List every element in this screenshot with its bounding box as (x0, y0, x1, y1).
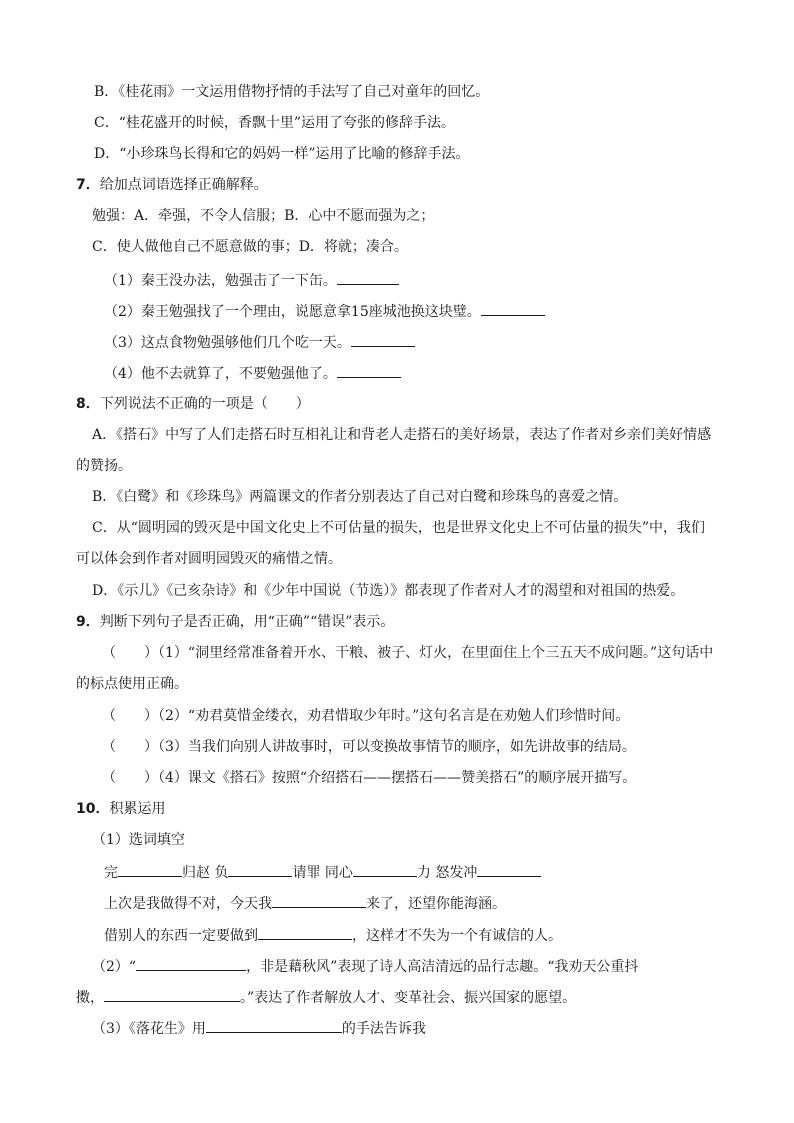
q10-sub-2-line1 (92, 956, 638, 976)
q7-item-1 (104, 270, 399, 290)
q9-item-1-line2: 的标点使用正确。 (76, 676, 188, 692)
q7-item-3-text: （3）这点食物勉强够他们几个吃一天。 (104, 335, 351, 351)
q8-option-b: B．《白鹭》和《珍珠鸟》两篇课文的作者分别表达了自己对白鹭和珍珠鸟的喜爱之情。 (92, 489, 628, 505)
q9-item-2: （ ）（2）“劝君莫惜金缕衣，劝君惜取少年时。”这句名言是在劝勉人们珍惜时间。 (102, 708, 630, 724)
q6-option-d: D．“小珍珠鸟长得和它的妈妈一样”运用了比喻的修辞手法。 (94, 146, 470, 162)
q8-option-d: D．《示儿》《己亥杂诗》和《少年中国说（节选）》都表现了作者对人才的渴望和对祖国的热爱。 (92, 583, 685, 599)
q6-option-b: B．《桂花雨》一文运用借物抒情的手法写了自己对童年的回忆。 (94, 84, 490, 100)
q8-option-c-line2: 可以体会到作者对圆明园毁灭的痛惜之情。 (76, 551, 342, 567)
q10-sub-2-before: （2）“ (92, 959, 137, 975)
word-bank-blank-4[interactable] (477, 862, 541, 877)
q10-sentence-1-blank[interactable] (272, 893, 366, 908)
q7-item-3 (104, 332, 415, 352)
q8-number: 8． (76, 396, 100, 412)
q7-item-4 (104, 363, 401, 383)
q10-word-bank (104, 862, 541, 882)
q10-sub-2-line2 (76, 987, 576, 1007)
q10-sentence-1 (104, 893, 506, 913)
word-bank-item-3: 请罪 同心 (292, 865, 353, 881)
q10-sub-2-line2-before: 擞， (76, 990, 104, 1006)
q10-sub-2-mid: ，非是藉秋风”表现了诗人高洁清远的品行志趣。“我劝天公重抖 (246, 959, 639, 975)
q7-item-1-answer-blank[interactable] (337, 270, 399, 285)
q9-stem: 判断下列句子是否正确，用“正确”“错误”表示。 (99, 614, 395, 630)
q8-stem: 下列说法不正确的一项是（ ） (99, 396, 310, 412)
q10-sentence-1-before: 上次是我做得不对，今天我 (104, 896, 272, 912)
q7-item-2-text: （2）秦王勉强找了一个理由，说愿意拿15座城池换这块璧。 (104, 304, 481, 320)
q7-number: 7． (76, 177, 100, 193)
q10-sub-3-blank[interactable] (206, 1018, 342, 1033)
q10-stem: 积累运用 (109, 801, 166, 817)
q7-item-3-answer-blank[interactable] (351, 332, 415, 347)
word-bank-item-1: 完 (104, 865, 118, 881)
q7-definitions-line1: 勉强：A．牵强，不令人信服；B．心中不愿而强为之； (92, 208, 435, 224)
q8-option-a-line2: 的赞扬。 (76, 458, 132, 474)
q9-number: 9． (76, 614, 100, 630)
q10-heading (76, 800, 165, 818)
q10-sub-3-before: （3）《落花生》用 (92, 1021, 206, 1037)
q10-sentence-2-after: ，这样才不失为一个有诚信的人。 (352, 928, 562, 944)
word-bank-blank-2[interactable] (228, 862, 292, 877)
q7-item-2 (104, 301, 545, 321)
q7-item-1-text: （1）秦王没办法，勉强击了一下缶。 (104, 273, 337, 289)
q6-option-c: C．“桂花盛开的时候，香飘十里”运用了夸张的修辞手法。 (94, 115, 456, 131)
word-bank-item-2: 归赵 负 (182, 865, 229, 881)
q7-item-2-answer-blank[interactable] (481, 301, 545, 316)
q9-item-3: （ ）（3）当我们向别人讲故事时，可以变换故事情节的顺序，如先讲故事的结局。 (102, 739, 636, 755)
q7-heading (76, 176, 268, 194)
q10-sentence-2 (104, 925, 562, 945)
q8-option-a-line1: A．《搭石》中写了人们走搭石时互相礼让和背老人走搭石的美好场景，表达了作者对乡亲们美好情感 (92, 427, 712, 443)
q10-sentence-2-blank[interactable] (258, 925, 352, 940)
q8-heading (76, 395, 310, 413)
q9-item-4: （ ）（4）课文《搭石》按照“介绍搭石——摆搭石——赞美搭石”的顺序展开描写。 (102, 770, 637, 786)
word-bank-item-4: 力 怒发冲 (416, 865, 478, 881)
q7-item-4-answer-blank[interactable] (337, 363, 401, 378)
q9-item-1-line1: （ ）（1）“洞里经常准备着开水、干粮、被子、灯火，在里面住上个三五天不成问题。”这句话中 (102, 645, 714, 661)
q10-sentence-1-after: 来了，还望你能海涵。 (366, 896, 506, 912)
q8-option-c-line1: C．从“圆明园的毁灭是中国文化史上不可估量的损失，也是世界文化史上不可估量的损失”中，我们 (92, 520, 706, 536)
q7-stem: 给加点词语选择正确解释。 (99, 177, 268, 193)
q10-sub-1-title: （1）选词填空 (92, 832, 185, 848)
q10-sub-2-blank-2[interactable] (104, 987, 240, 1002)
word-bank-blank-1[interactable] (118, 862, 182, 877)
q10-sub-3 (92, 1018, 426, 1038)
q9-heading (76, 613, 394, 631)
word-bank-blank-3[interactable] (353, 862, 417, 877)
q7-item-4-text: （4）他不去就算了，不要勉强他了。 (104, 366, 337, 382)
q7-definitions-line2: C．使人做他自己不愿意做的事；D．将就；凑合。 (92, 239, 408, 255)
q10-sentence-2-before: 借别人的东西一定要做到 (104, 928, 258, 944)
q10-number: 10． (76, 801, 110, 817)
q10-sub-2-blank-1[interactable] (136, 956, 246, 971)
q10-sub-3-after: 的手法告诉我 (341, 1021, 426, 1037)
q10-sub-2-line2-after: 。”表达了作者解放人才、变革社会、振兴国家的愿望。 (240, 990, 577, 1006)
